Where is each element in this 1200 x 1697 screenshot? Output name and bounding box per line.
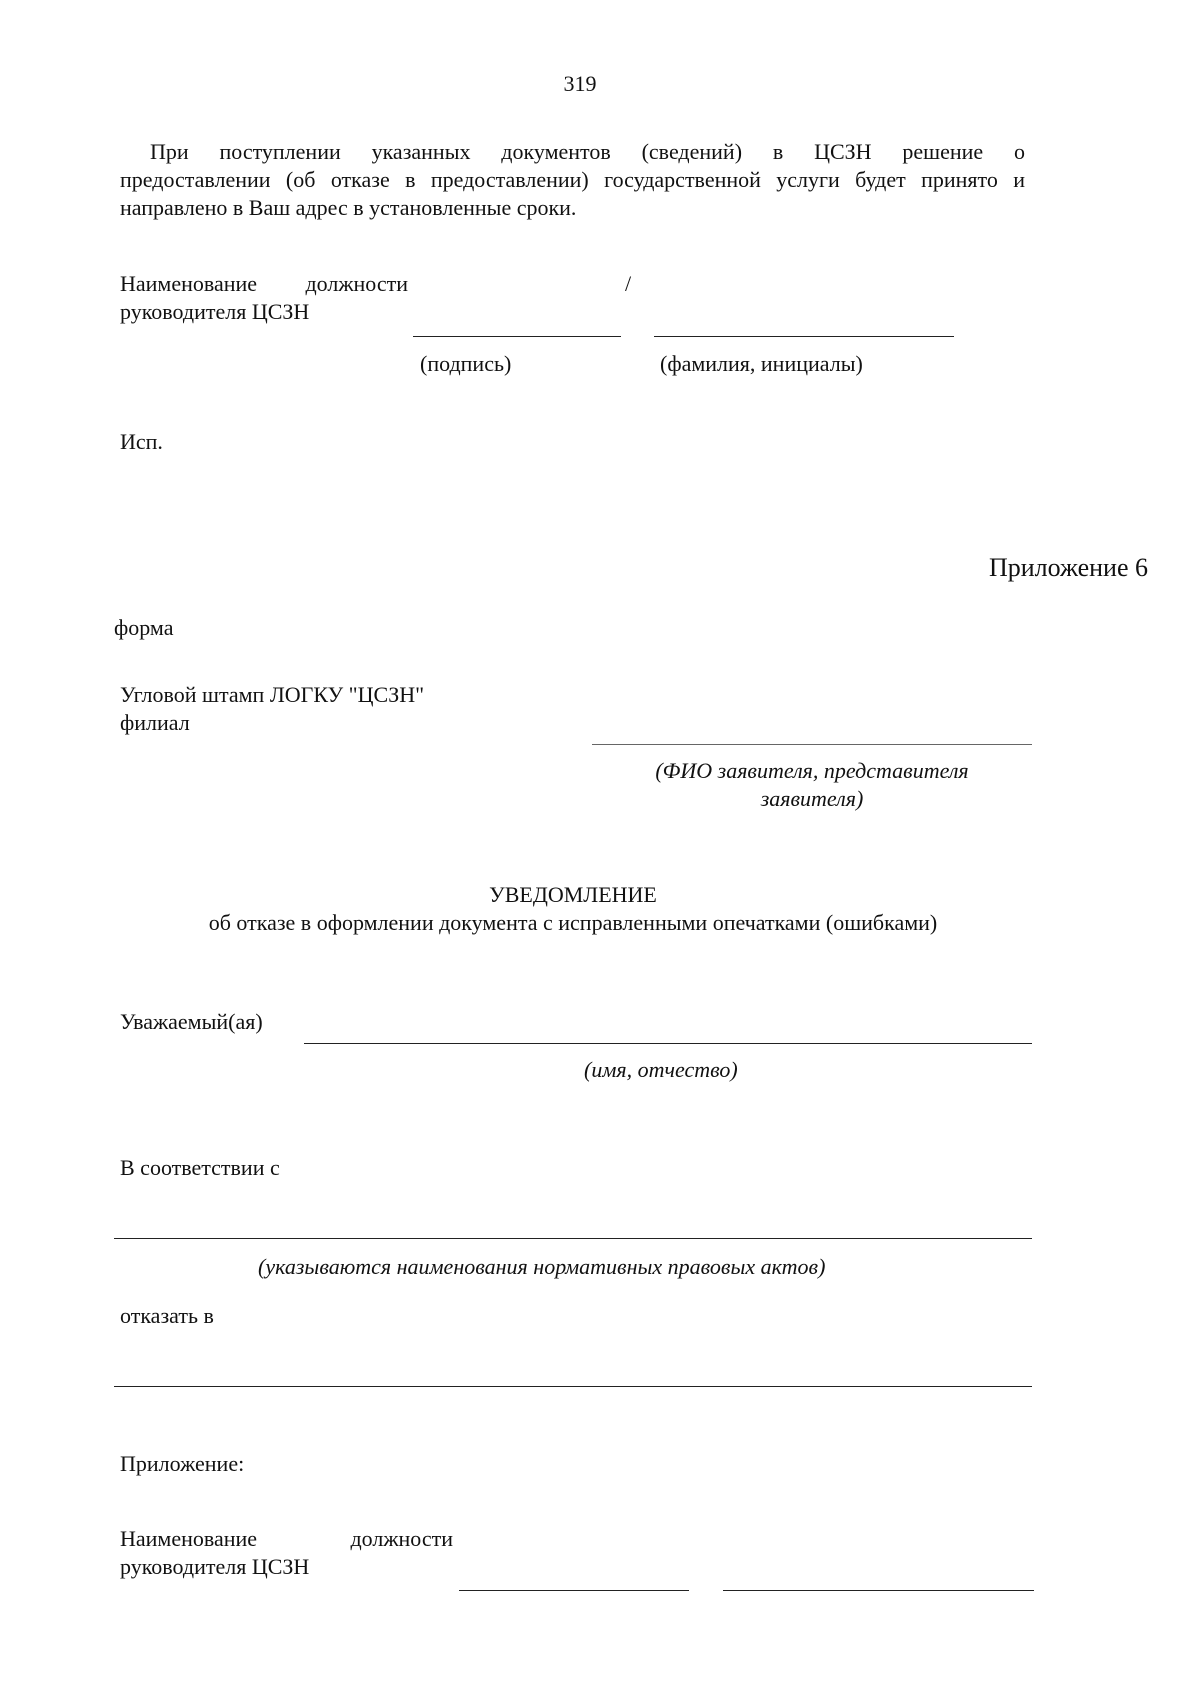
position-title-line1 — [120, 270, 408, 298]
name-line — [723, 1590, 1034, 1591]
stamp-line2: филиал — [120, 710, 190, 735]
position-word: Наименование — [120, 1526, 258, 1551]
form-label: форма — [114, 615, 174, 640]
applicant-caption-line2: заявителя) — [760, 786, 864, 811]
signature-line — [459, 1590, 689, 1591]
separator-slash: / — [625, 271, 632, 296]
notice-title: УВЕДОМЛЕНИЕ — [489, 882, 657, 907]
position-word: должности — [350, 1526, 453, 1551]
position-word: Наименование — [120, 271, 258, 296]
greeting-label: Уважаемый(ая) — [120, 1009, 263, 1034]
position-title-line2: руководителя ЦСЗН — [120, 1554, 310, 1579]
paragraph-line: направлено в Ваш адрес в установленные сроки. — [120, 195, 577, 220]
stamp-line1: Угловой штамп ЛОГКУ "ЦСЗН" — [120, 682, 425, 707]
attachment-label: Приложение: — [120, 1451, 245, 1476]
applicant-name-line — [592, 744, 1032, 745]
signature-caption: (подпись) — [420, 351, 512, 376]
accordance-caption: (указываются наименования нормативных правовых актов) — [258, 1254, 826, 1279]
position-word: должности — [305, 271, 408, 296]
applicant-caption-line1: (ФИО заявителя, представителя — [655, 758, 969, 783]
executor-label: Исп. — [120, 429, 163, 454]
top-paragraph — [120, 138, 1025, 222]
accordance-label: В соответствии с — [120, 1155, 280, 1180]
position-title-line2: руководителя ЦСЗН — [120, 299, 310, 324]
page-number: 319 — [563, 71, 597, 96]
position-title-line1 — [120, 1525, 453, 1553]
notice-subtitle: об отказе в оформлении документа с исправленными опечатками (ошибками) — [208, 910, 938, 935]
name-line — [654, 336, 954, 337]
paragraph-line: При поступлении указанных документов (сведений) в ЦСЗН решение о — [150, 139, 1025, 164]
greeting-line — [304, 1043, 1032, 1044]
refuse-label: отказать в — [120, 1303, 214, 1328]
name-caption: (фамилия, инициалы) — [660, 351, 863, 376]
appendix-title: Приложение 6 — [988, 553, 1148, 582]
greeting-caption: (имя, отчество) — [584, 1057, 738, 1082]
accordance-line — [114, 1238, 1032, 1239]
signature-line — [413, 336, 621, 337]
refuse-line — [114, 1386, 1032, 1387]
paragraph-line: предоставлении (об отказе в предоставлении) государственной услуги будет принято и — [120, 167, 1025, 192]
